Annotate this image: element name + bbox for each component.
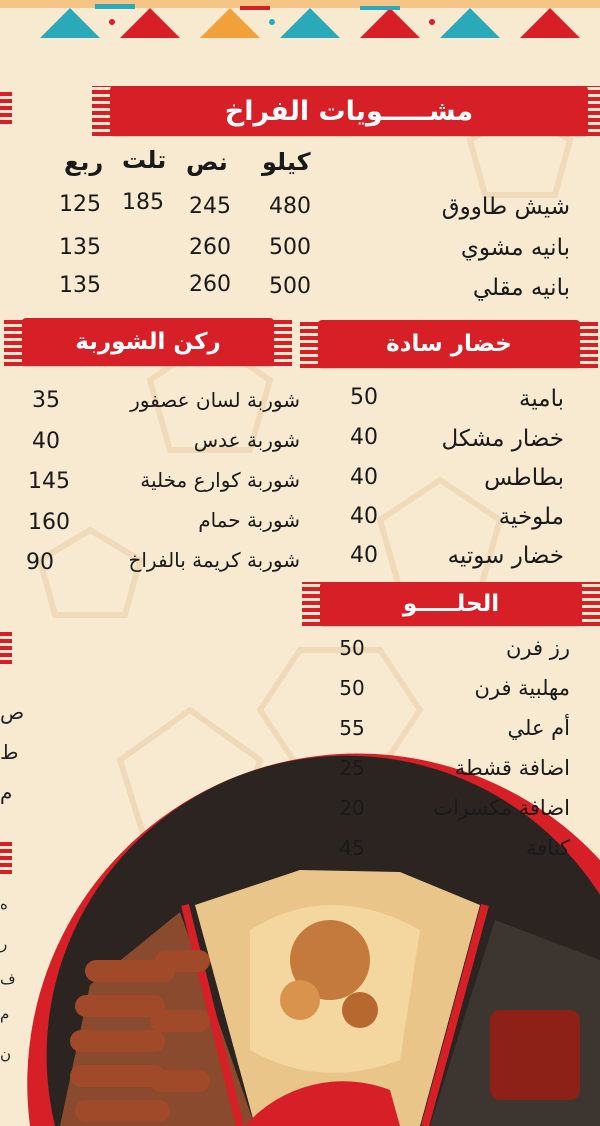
soup-name: شوربة عدس: [193, 428, 300, 452]
grills-title: مشـــــويات الفراخ: [224, 95, 474, 127]
item-name: شيش طاووق: [441, 194, 570, 220]
dessert-name: أم علي: [507, 716, 570, 740]
top-zigzag-border: [0, 0, 600, 38]
dessert-name: اضافة مكسرات: [433, 796, 570, 820]
left-edge-char: ر: [0, 935, 8, 953]
price-half: 260: [189, 272, 231, 297]
soup-price: 160: [28, 510, 70, 535]
soup-name: شوربة حمام: [198, 508, 300, 532]
veg-price: 40: [350, 543, 378, 568]
price-quarter: 135: [59, 235, 101, 260]
dessert-name: مهلبية فرن: [474, 676, 570, 700]
soup-name: شوربة كريمة بالفراخ: [128, 548, 300, 572]
soup-price: 145: [28, 469, 70, 494]
left-edge-char: ن: [0, 1045, 12, 1063]
veg-name: خضار سوتيه: [447, 543, 564, 569]
left-edge-char: ص: [0, 700, 25, 724]
veg-price: 40: [350, 465, 378, 490]
price-kilo: 480: [269, 194, 311, 219]
desserts-banner: [320, 582, 582, 626]
veg-name: بامية: [518, 386, 564, 412]
soup-name: شوربة لسان عصفور: [130, 388, 300, 412]
soup-name: شوربة كوارع مخلية: [140, 468, 300, 492]
dessert-price: 55: [339, 716, 365, 740]
veg-price: 40: [350, 425, 378, 450]
left-edge-banner-fragment: [0, 840, 12, 874]
left-edge-char: ف: [0, 970, 16, 988]
price-kilo: 500: [269, 274, 311, 299]
soups-banner: [22, 318, 274, 366]
col-head-quarter: ربع: [64, 148, 104, 176]
grills-banner: [110, 86, 588, 136]
soup-price: 35: [32, 388, 60, 413]
vegetables-title: خضار سادة: [386, 331, 512, 357]
left-edge-char: ه: [0, 895, 8, 913]
left-edge-char: م: [0, 1005, 10, 1023]
soups-title: ركن الشوربة: [75, 329, 221, 355]
price-quarter: 125: [59, 192, 101, 217]
price-half: 245: [189, 194, 231, 219]
dessert-name: اضافة قشطة: [454, 756, 570, 780]
item-name: بانيه مشوي: [460, 235, 570, 261]
dessert-price: 50: [339, 636, 365, 660]
vegetables-banner: [318, 320, 580, 368]
col-head-half: نص: [186, 148, 228, 176]
price-half: 260: [189, 235, 231, 260]
dessert-name: كنافة: [525, 836, 570, 860]
left-edge-banner-fragment: [0, 90, 12, 124]
item-name: بانيه مقلي: [472, 275, 570, 301]
col-head-third: تلت: [122, 146, 167, 174]
left-edge-char: ط: [0, 740, 19, 764]
price-quarter: 135: [59, 273, 101, 298]
dessert-price: 50: [339, 676, 365, 700]
veg-price: 40: [350, 504, 378, 529]
dessert-price: 25: [339, 756, 365, 780]
left-edge-char: م: [0, 780, 13, 804]
dessert-name: رز فرن: [505, 636, 570, 660]
dessert-price: 20: [339, 796, 365, 820]
soup-price: 40: [32, 429, 60, 454]
col-head-kilo: كيلو: [262, 148, 311, 176]
dessert-price: 45: [339, 836, 365, 860]
veg-price: 50: [350, 385, 378, 410]
price-third: 185: [122, 190, 164, 215]
left-edge-banner-fragment: [0, 630, 12, 664]
price-kilo: 500: [269, 235, 311, 260]
soup-price: 90: [26, 550, 54, 575]
desserts-title: الحلـــــو: [402, 591, 500, 617]
veg-name: خضار مشكل: [441, 426, 564, 452]
veg-name: ملوخية: [498, 504, 564, 530]
veg-name: بطاطس: [484, 465, 564, 491]
